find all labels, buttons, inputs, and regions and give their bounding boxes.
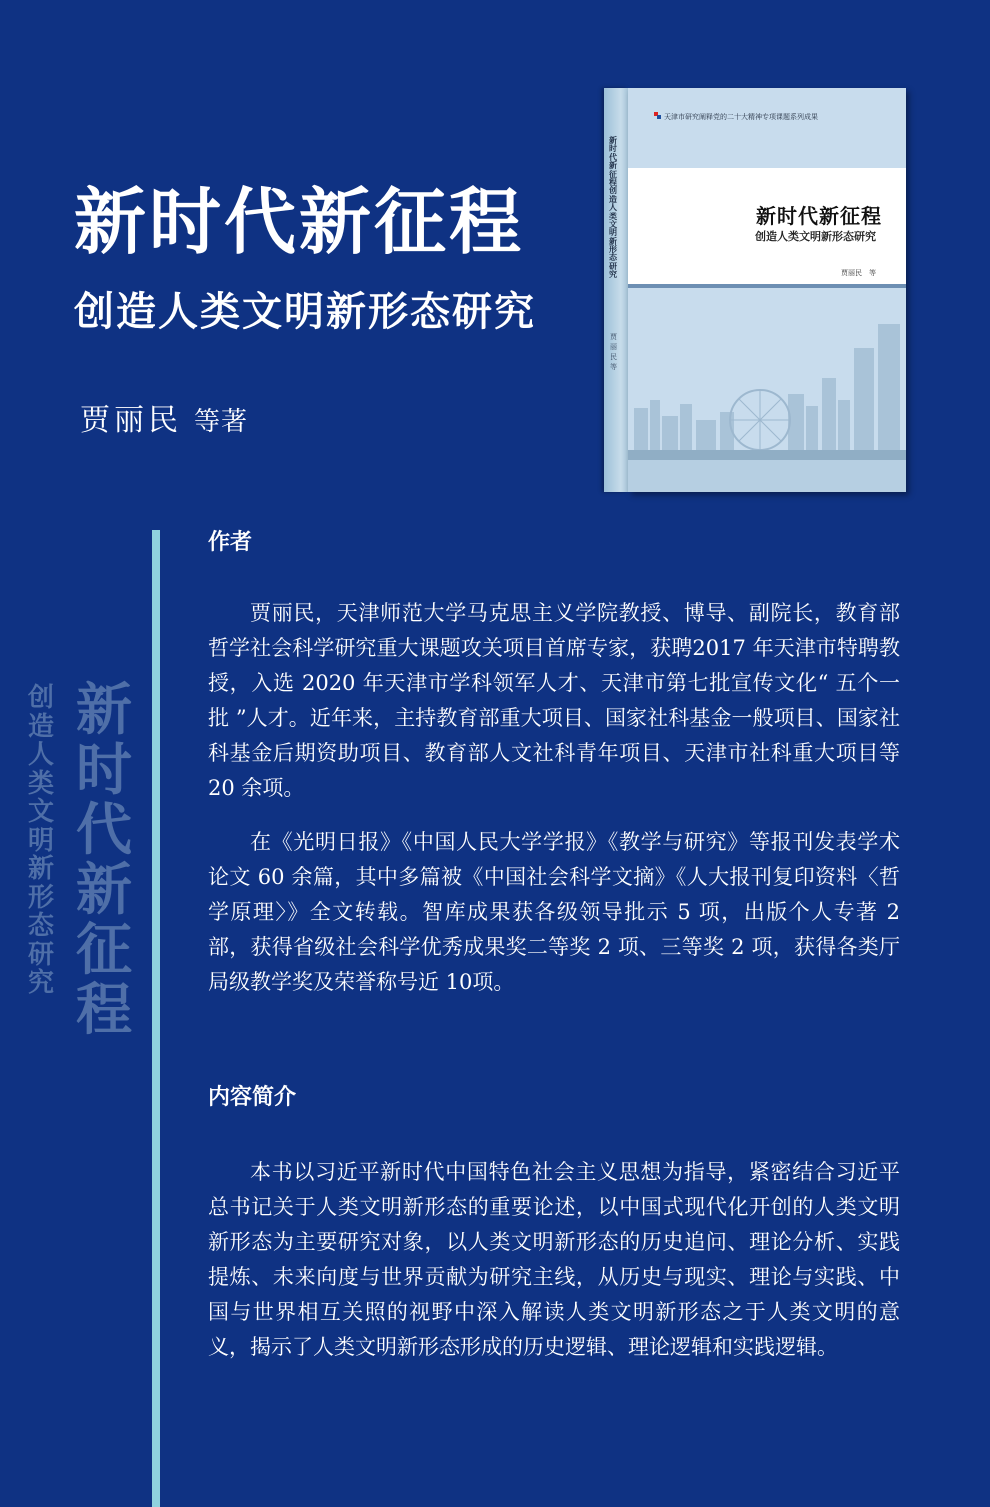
summary-paragraph: 本书以习近平新时代中国特色社会主义思想为指导，紧密结合习近平总书记关于人类文明新形态的重要论述，以中国式现代化开创的人类文明新形态为主要研究对象，以人类文明新形态的历史追问、理论分析、实践提炼、未来向度与世界贡献为研究主线，从历史与现实、理论与实践、中国与世界相互关照的视野中深入解读人类文明新形态之于人类文明的意义，揭示了人类文明新形态形成的历史逻辑、理论逻辑和实践逻辑。 xyxy=(208,1160,900,1359)
author-section-heading: 作者 xyxy=(208,530,253,555)
side-vertical-subtitle: 创造人类文明新形态研究 xyxy=(27,683,54,998)
city-skyline-illustration xyxy=(628,308,906,492)
accent-strip xyxy=(152,530,160,1507)
series-logo-icon xyxy=(654,112,661,119)
book-front-cover xyxy=(628,88,906,492)
spine-title: 新时代新征程创造人类文明新形态研究 xyxy=(609,135,617,280)
book-author xyxy=(80,403,249,438)
cover-title: 新时代新征程 xyxy=(756,204,882,228)
summary-section-heading: 内容简介 xyxy=(208,1085,297,1110)
book-spine xyxy=(604,88,628,492)
author-bio-paragraph-2: 在《光明日报》《中国人民大学学报》《教学与研究》等报刊发表学术论文 60 余篇，其中多篇被《中国社会科学文摘》《人大报刊复印资料〈哲学原理〉》全文转载。智库成果获各级领导批示 5 项，出版个人专著 2 部，获得省级社会科学优秀成果奖二等奖 2 项、三等奖 2 项，获得各类厅局级教学奖及荣誉称号近 10项。 xyxy=(208,830,900,994)
book-cover-image xyxy=(604,88,906,492)
author-name: 贾丽民 xyxy=(80,403,182,438)
spine-author: 贾丽民 等 xyxy=(610,333,617,371)
book-title: 新时代新征程 xyxy=(74,179,525,264)
author-bio-paragraph-1: 贾丽民，天津师范大学马克思主义学院教授、博导、副院长，教育部哲学社会科学研究重大课题攻关项目首席专家，获聘2017 年天津市特聘教授，入选 2020 年天津市学科领军人才、天津市第七批宣传文化“ 五个一批 ”人才。近年来，主持教育部重大项目、国家社科基金一般项目、国家社科基金后期资助项目、教育部人文社科青年项目、天津市社科重大项目等 20 余项。 xyxy=(208,601,900,800)
side-vertical-title: 新时代新征程 xyxy=(76,677,132,1043)
book-subtitle: 创造人类文明新形态研究 xyxy=(74,288,536,335)
cover-author: 贾丽民 等 xyxy=(841,269,876,277)
cover-subtitle: 创造人类文明新形态研究 xyxy=(755,230,876,243)
author-suffix: 等著 xyxy=(194,407,249,437)
cover-series: 天津市研究阐释党的二十大精神专项课题系列成果 xyxy=(664,113,818,121)
